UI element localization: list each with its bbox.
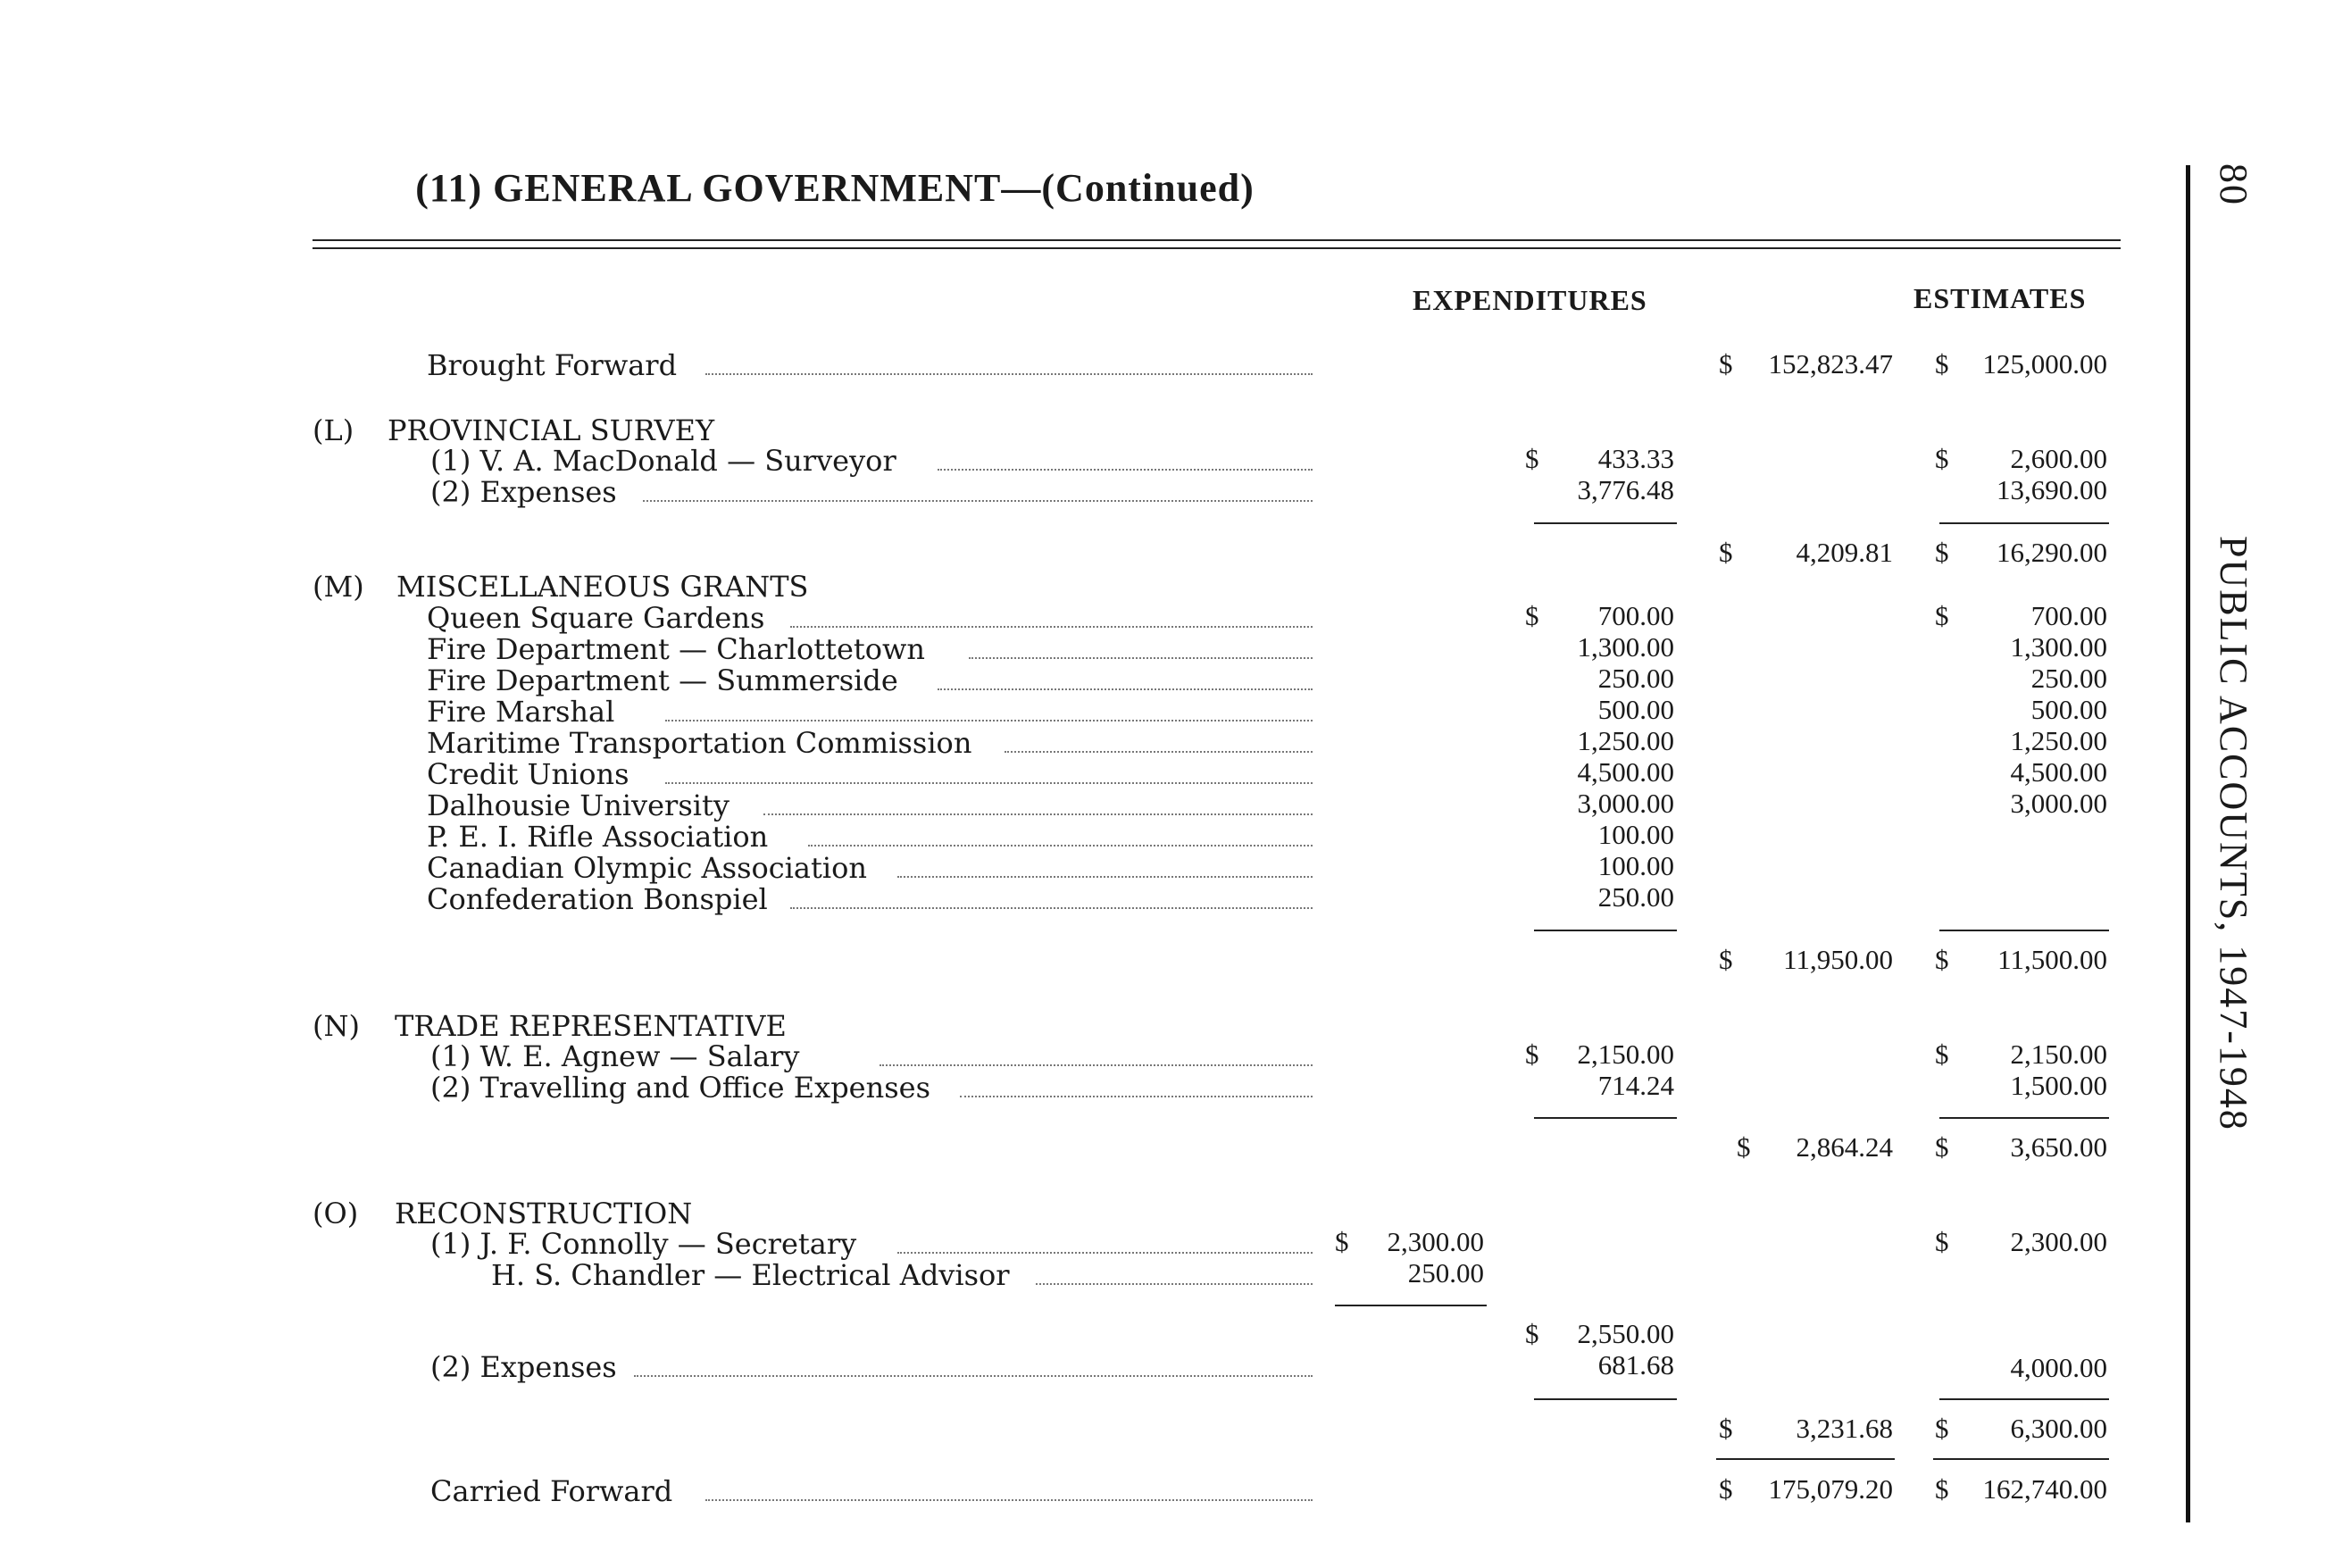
sum-rule <box>1534 1398 1677 1400</box>
line-item-expenditure: 681.68 <box>1597 1349 1674 1380</box>
line-item-estimate: 250.00 <box>2030 663 2107 694</box>
leader-dots <box>897 876 1313 878</box>
sum-rule <box>1939 930 2109 931</box>
column-header-expenditures: EXPENDITURES <box>1413 284 1647 316</box>
line-item-label: Confederation Bonspiel <box>427 882 768 916</box>
line-item-expenditure: 3,776.48 <box>1577 474 1674 505</box>
leader-dots <box>790 907 1313 909</box>
line-item-expenditure: 100.00 <box>1597 850 1674 881</box>
detail-amount: 250.00 <box>1407 1257 1484 1289</box>
running-head: PUBLIC ACCOUNTS, 1947-1948 <box>2212 536 2255 1131</box>
detail-amount: 2,300.00 <box>1387 1226 1484 1257</box>
currency-sign: $ <box>1935 1413 1949 1444</box>
currency-sign: $ <box>1525 443 1539 474</box>
carried-forward-label: Carried Forward <box>430 1474 673 1508</box>
sum-rule <box>1933 1458 2109 1460</box>
line-item-label: Fire Department — Charlottetown <box>427 632 925 666</box>
line-item-label: Fire Marshal <box>427 695 615 729</box>
brought-forward-expenditure: 152,823.47 <box>1768 348 1893 379</box>
line-item-label: (1) V. A. MacDonald — Surveyor <box>430 444 896 478</box>
brought-forward-estimate: 125,000.00 <box>1982 348 2107 379</box>
line-item-estimate: 2,300.00 <box>2010 1226 2107 1257</box>
currency-sign: $ <box>1935 1226 1949 1257</box>
leader-dots <box>897 1252 1313 1254</box>
line-item-expenditure: 3,000.00 <box>1577 788 1674 819</box>
subtotal-expenditure: 2,550.00 <box>1577 1318 1674 1349</box>
section-heading: TRADE REPRESENTATIVE <box>395 1009 787 1043</box>
leader-dots <box>1005 751 1313 753</box>
currency-sign: $ <box>1719 944 1733 975</box>
line-item-label: Fire Department — Summerside <box>427 663 898 697</box>
section-code: (O) <box>313 1197 359 1230</box>
line-item-expenditure: 1,300.00 <box>1577 631 1674 663</box>
title-rule-top <box>313 239 2121 241</box>
line-item-expenditure: 250.00 <box>1597 663 1674 694</box>
line-item-expenditure: 4,500.00 <box>1577 756 1674 788</box>
currency-sign: $ <box>1935 944 1949 975</box>
section-total-estimate: 16,290.00 <box>1997 537 2107 568</box>
leader-dots <box>960 1096 1313 1097</box>
line-item-estimate: 2,150.00 <box>2010 1038 2107 1070</box>
sum-rule <box>1534 930 1677 931</box>
line-item-label: Canadian Olympic Association <box>427 851 867 885</box>
line-item-estimate: 4,500.00 <box>2010 756 2107 788</box>
leader-dots <box>705 373 1313 375</box>
brought-forward-label: Brought Forward <box>427 348 678 382</box>
line-item-label: (2) Expenses <box>430 475 617 509</box>
margin-rule <box>2186 165 2190 1522</box>
line-item-label: (1) J. F. Connolly — Secretary <box>430 1227 857 1261</box>
page-title: (11) GENERAL GOVERNMENT—(Continued) <box>415 166 1255 210</box>
line-item-expenditure: 1,250.00 <box>1577 725 1674 756</box>
line-item-label: Maritime Transportation Commission <box>427 726 972 760</box>
section-total-expenditure: 4,209.81 <box>1796 537 1893 568</box>
line-item-label: H. S. Chandler — Electrical Advisor <box>491 1258 1010 1292</box>
line-item-expenditure: 250.00 <box>1597 881 1674 913</box>
line-item-estimate: 500.00 <box>2030 694 2107 725</box>
line-item-expenditure: 714.24 <box>1597 1070 1674 1101</box>
sum-rule <box>1335 1305 1487 1306</box>
line-item-estimate: 1,500.00 <box>2010 1070 2107 1101</box>
line-item-label: (2) Travelling and Office Expenses <box>430 1071 930 1105</box>
sum-rule <box>1939 522 2109 524</box>
currency-sign: $ <box>1935 600 1949 631</box>
sum-rule <box>1534 522 1677 524</box>
section-heading: RECONSTRUCTION <box>395 1197 693 1230</box>
column-header-estimates: ESTIMATES <box>1913 282 2087 314</box>
leader-dots <box>763 813 1313 815</box>
line-item-estimate: 700.00 <box>2030 600 2107 631</box>
section-total-estimate: 11,500.00 <box>1997 944 2107 975</box>
leader-dots <box>969 657 1313 659</box>
leader-dots <box>643 500 1313 502</box>
line-item-expenditure: 2,150.00 <box>1577 1038 1674 1070</box>
line-item-expenditure: 500.00 <box>1597 694 1674 725</box>
currency-sign: $ <box>1525 600 1539 631</box>
line-item-expenditure: 700.00 <box>1597 600 1674 631</box>
currency-sign: $ <box>1335 1226 1349 1257</box>
carried-forward-estimate: 162,740.00 <box>1982 1473 2107 1505</box>
leader-dots <box>938 469 1313 471</box>
currency-sign: $ <box>1525 1038 1539 1070</box>
currency-sign: $ <box>1935 1038 1949 1070</box>
currency-sign: $ <box>1719 537 1733 568</box>
leader-dots <box>665 720 1313 721</box>
line-item-label: Queen Square Gardens <box>427 601 765 635</box>
line-item-expenditure: 100.00 <box>1597 819 1674 850</box>
leader-dots <box>705 1499 1313 1501</box>
leader-dots <box>808 845 1313 847</box>
leader-dots <box>938 688 1313 690</box>
currency-sign: $ <box>1935 1473 1949 1505</box>
section-code: (N) <box>313 1009 360 1043</box>
section-code: (M) <box>313 570 364 604</box>
section-total-expenditure: 11,950.00 <box>1783 944 1893 975</box>
section-total-estimate: 6,300.00 <box>2010 1413 2107 1444</box>
leader-dots <box>1036 1283 1313 1285</box>
line-item-estimate: 1,300.00 <box>2010 631 2107 663</box>
currency-sign: $ <box>1719 1413 1733 1444</box>
line-item-estimate: 3,000.00 <box>2010 788 2107 819</box>
line-item-estimate: 4,000.00 <box>2010 1352 2107 1383</box>
line-item-estimate: 1,250.00 <box>2010 725 2107 756</box>
line-item-estimate: 2,600.00 <box>2010 443 2107 474</box>
section-total-estimate: 3,650.00 <box>2010 1131 2107 1163</box>
section-code: (L) <box>313 413 354 447</box>
currency-sign: $ <box>1935 443 1949 474</box>
section-heading: PROVINCIAL SURVEY <box>388 413 715 447</box>
currency-sign: $ <box>1525 1318 1539 1349</box>
currency-sign: $ <box>1719 348 1733 379</box>
line-item-label: Dalhousie University <box>427 788 729 822</box>
sum-rule <box>1534 1117 1677 1119</box>
currency-sign: $ <box>1935 1131 1949 1163</box>
page-number: 80 <box>2212 163 2255 206</box>
line-item-estimate: 13,690.00 <box>1997 474 2107 505</box>
sum-rule <box>1939 1117 2109 1119</box>
currency-sign: $ <box>1719 1473 1733 1505</box>
section-total-expenditure: 2,864.24 <box>1796 1131 1893 1163</box>
sum-rule <box>1939 1398 2109 1400</box>
carried-forward-expenditure: 175,079.20 <box>1768 1473 1893 1505</box>
line-item-label: (1) W. E. Agnew — Salary <box>430 1039 800 1073</box>
line-item-label: Credit Unions <box>427 757 629 791</box>
line-item-expenditure: 433.33 <box>1597 443 1674 474</box>
leader-dots <box>880 1064 1313 1066</box>
currency-sign: $ <box>1737 1131 1751 1163</box>
leader-dots <box>634 1375 1313 1377</box>
line-item-label: P. E. I. Rifle Association <box>427 820 769 854</box>
currency-sign: $ <box>1935 537 1949 568</box>
section-total-expenditure: 3,231.68 <box>1796 1413 1893 1444</box>
section-heading: MISCELLANEOUS GRANTS <box>396 570 809 604</box>
leader-dots <box>665 782 1313 784</box>
leader-dots <box>790 626 1313 628</box>
currency-sign: $ <box>1935 348 1949 379</box>
sum-rule <box>1716 1458 1895 1460</box>
line-item-label: (2) Expenses <box>430 1350 617 1384</box>
title-rule-bottom <box>313 247 2121 249</box>
